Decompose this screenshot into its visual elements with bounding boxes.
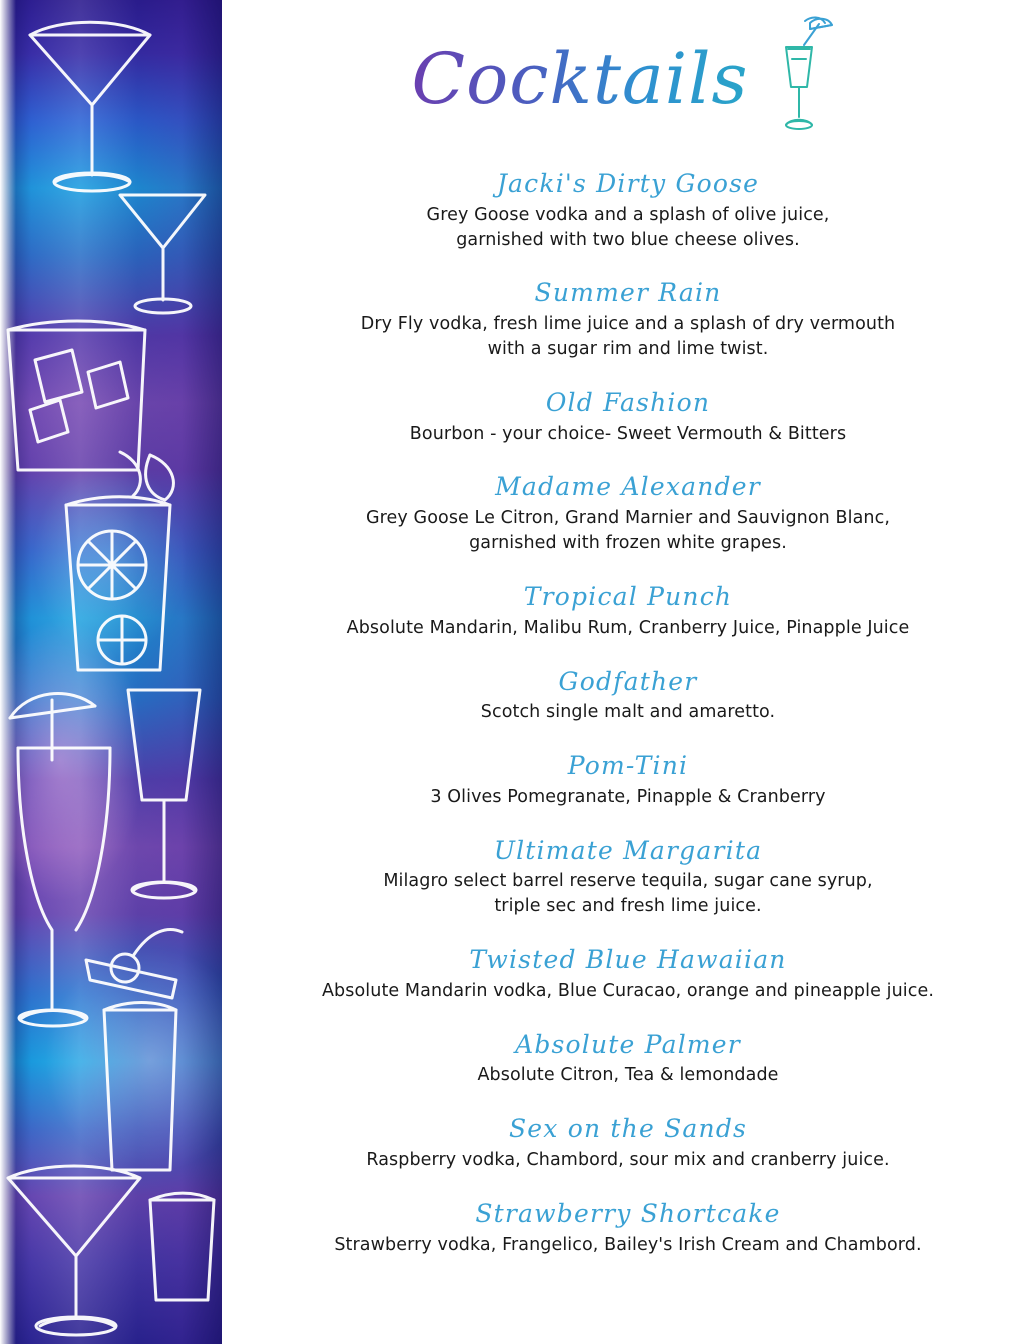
cocktail-description — [246, 869, 1010, 919]
cocktail-description — [246, 203, 1010, 253]
cocktail-description-line: Raspberry vodka, Chambord, sour mix and cranberry juice. — [366, 1150, 890, 1171]
cocktail-name: Pom-Tini — [567, 751, 689, 781]
cocktail-description — [246, 1063, 1010, 1088]
cocktail-description — [246, 1148, 1010, 1173]
cocktail-description — [246, 1233, 1010, 1258]
list-item — [246, 946, 1010, 1004]
cocktail-name: Godfather — [558, 666, 698, 696]
cocktail-name: Tropical Punch — [523, 581, 733, 611]
cocktail-name: Strawberry Shortcake — [475, 1198, 781, 1228]
cocktail-description-line: with a sugar rim and lime twist. — [487, 339, 769, 360]
cocktail-name: Jacki's Dirty Goose — [496, 169, 760, 198]
menu-header — [222, 0, 1024, 170]
list-item — [246, 837, 1010, 919]
cocktail-name: Old Fashion — [545, 387, 711, 417]
cocktail-name: Sex on the Sands — [508, 1114, 748, 1144]
page-title: Cocktails — [412, 44, 759, 114]
cocktail-description — [246, 506, 1010, 556]
cocktail-description-line: Dry Fly vodka, fresh lime juice and a splash of dry vermouth — [360, 314, 896, 335]
cocktail-glasses-line-art-icon — [0, 0, 222, 1344]
champagne-flute-with-umbrella-icon — [764, 15, 834, 135]
menu-content — [222, 0, 1024, 1344]
cocktail-description-line: Absolute Citron, Tea & lemondade — [477, 1065, 779, 1086]
cocktail-description-line: triple sec and fresh lime juice. — [494, 896, 762, 917]
cocktail-name: Absolute Palmer — [515, 1029, 741, 1059]
list-item — [246, 668, 1010, 726]
cocktail-description — [246, 616, 1010, 641]
cocktail-name: Ultimate Margarita — [493, 835, 763, 865]
list-item — [246, 1200, 1010, 1258]
list-item — [246, 389, 1010, 447]
list-item — [246, 1031, 1010, 1089]
decorative-side-band — [0, 0, 222, 1344]
band-left-fade — [0, 0, 16, 1344]
cocktail-description — [246, 700, 1010, 725]
cocktail-description — [246, 785, 1010, 810]
cocktail-description-line: Bourbon - your choice- Sweet Vermouth & Bitters — [409, 423, 847, 444]
cocktail-description-line: Strawberry vodka, Frangelico, Bailey's Irish Cream and Chambord. — [334, 1234, 922, 1255]
list-item — [246, 279, 1010, 361]
cocktail-name: Twisted Blue Hawaiian — [469, 945, 787, 975]
cocktail-description-line: Grey Goose Le Citron, Grand Marnier and Sauvignon Blanc, — [365, 508, 890, 529]
cocktail-list — [222, 170, 1024, 1258]
list-item — [246, 1115, 1010, 1173]
list-item — [246, 583, 1010, 641]
cocktail-description-line: Absolute Mandarin, Malibu Rum, Cranberry Juice, Pinapple Juice — [346, 617, 910, 638]
list-item — [246, 752, 1010, 810]
cocktail-description-line: Milagro select barrel reserve tequila, sugar cane syrup, — [383, 871, 873, 892]
cocktail-description-line: garnished with two blue cheese olives. — [456, 229, 800, 250]
cocktail-description — [246, 979, 1010, 1004]
cocktail-name: Madame Alexander — [495, 472, 761, 502]
cocktail-description-line: Grey Goose vodka and a splash of olive juice, — [426, 204, 830, 225]
cocktail-description — [246, 422, 1010, 447]
cocktail-description-line: Absolute Mandarin vodka, Blue Curacao, orange and pineapple juice. — [321, 980, 934, 1001]
cocktail-description-line: garnished with frozen white grapes. — [469, 533, 787, 554]
cocktail-description — [246, 312, 1010, 362]
list-item — [246, 170, 1010, 252]
cocktail-description-line: 3 Olives Pomegranate, Pinapple & Cranberry — [430, 786, 826, 807]
cocktail-description-line: Scotch single malt and amaretto. — [480, 702, 776, 723]
cocktail-name: Summer Rain — [534, 278, 722, 308]
list-item — [246, 473, 1010, 555]
